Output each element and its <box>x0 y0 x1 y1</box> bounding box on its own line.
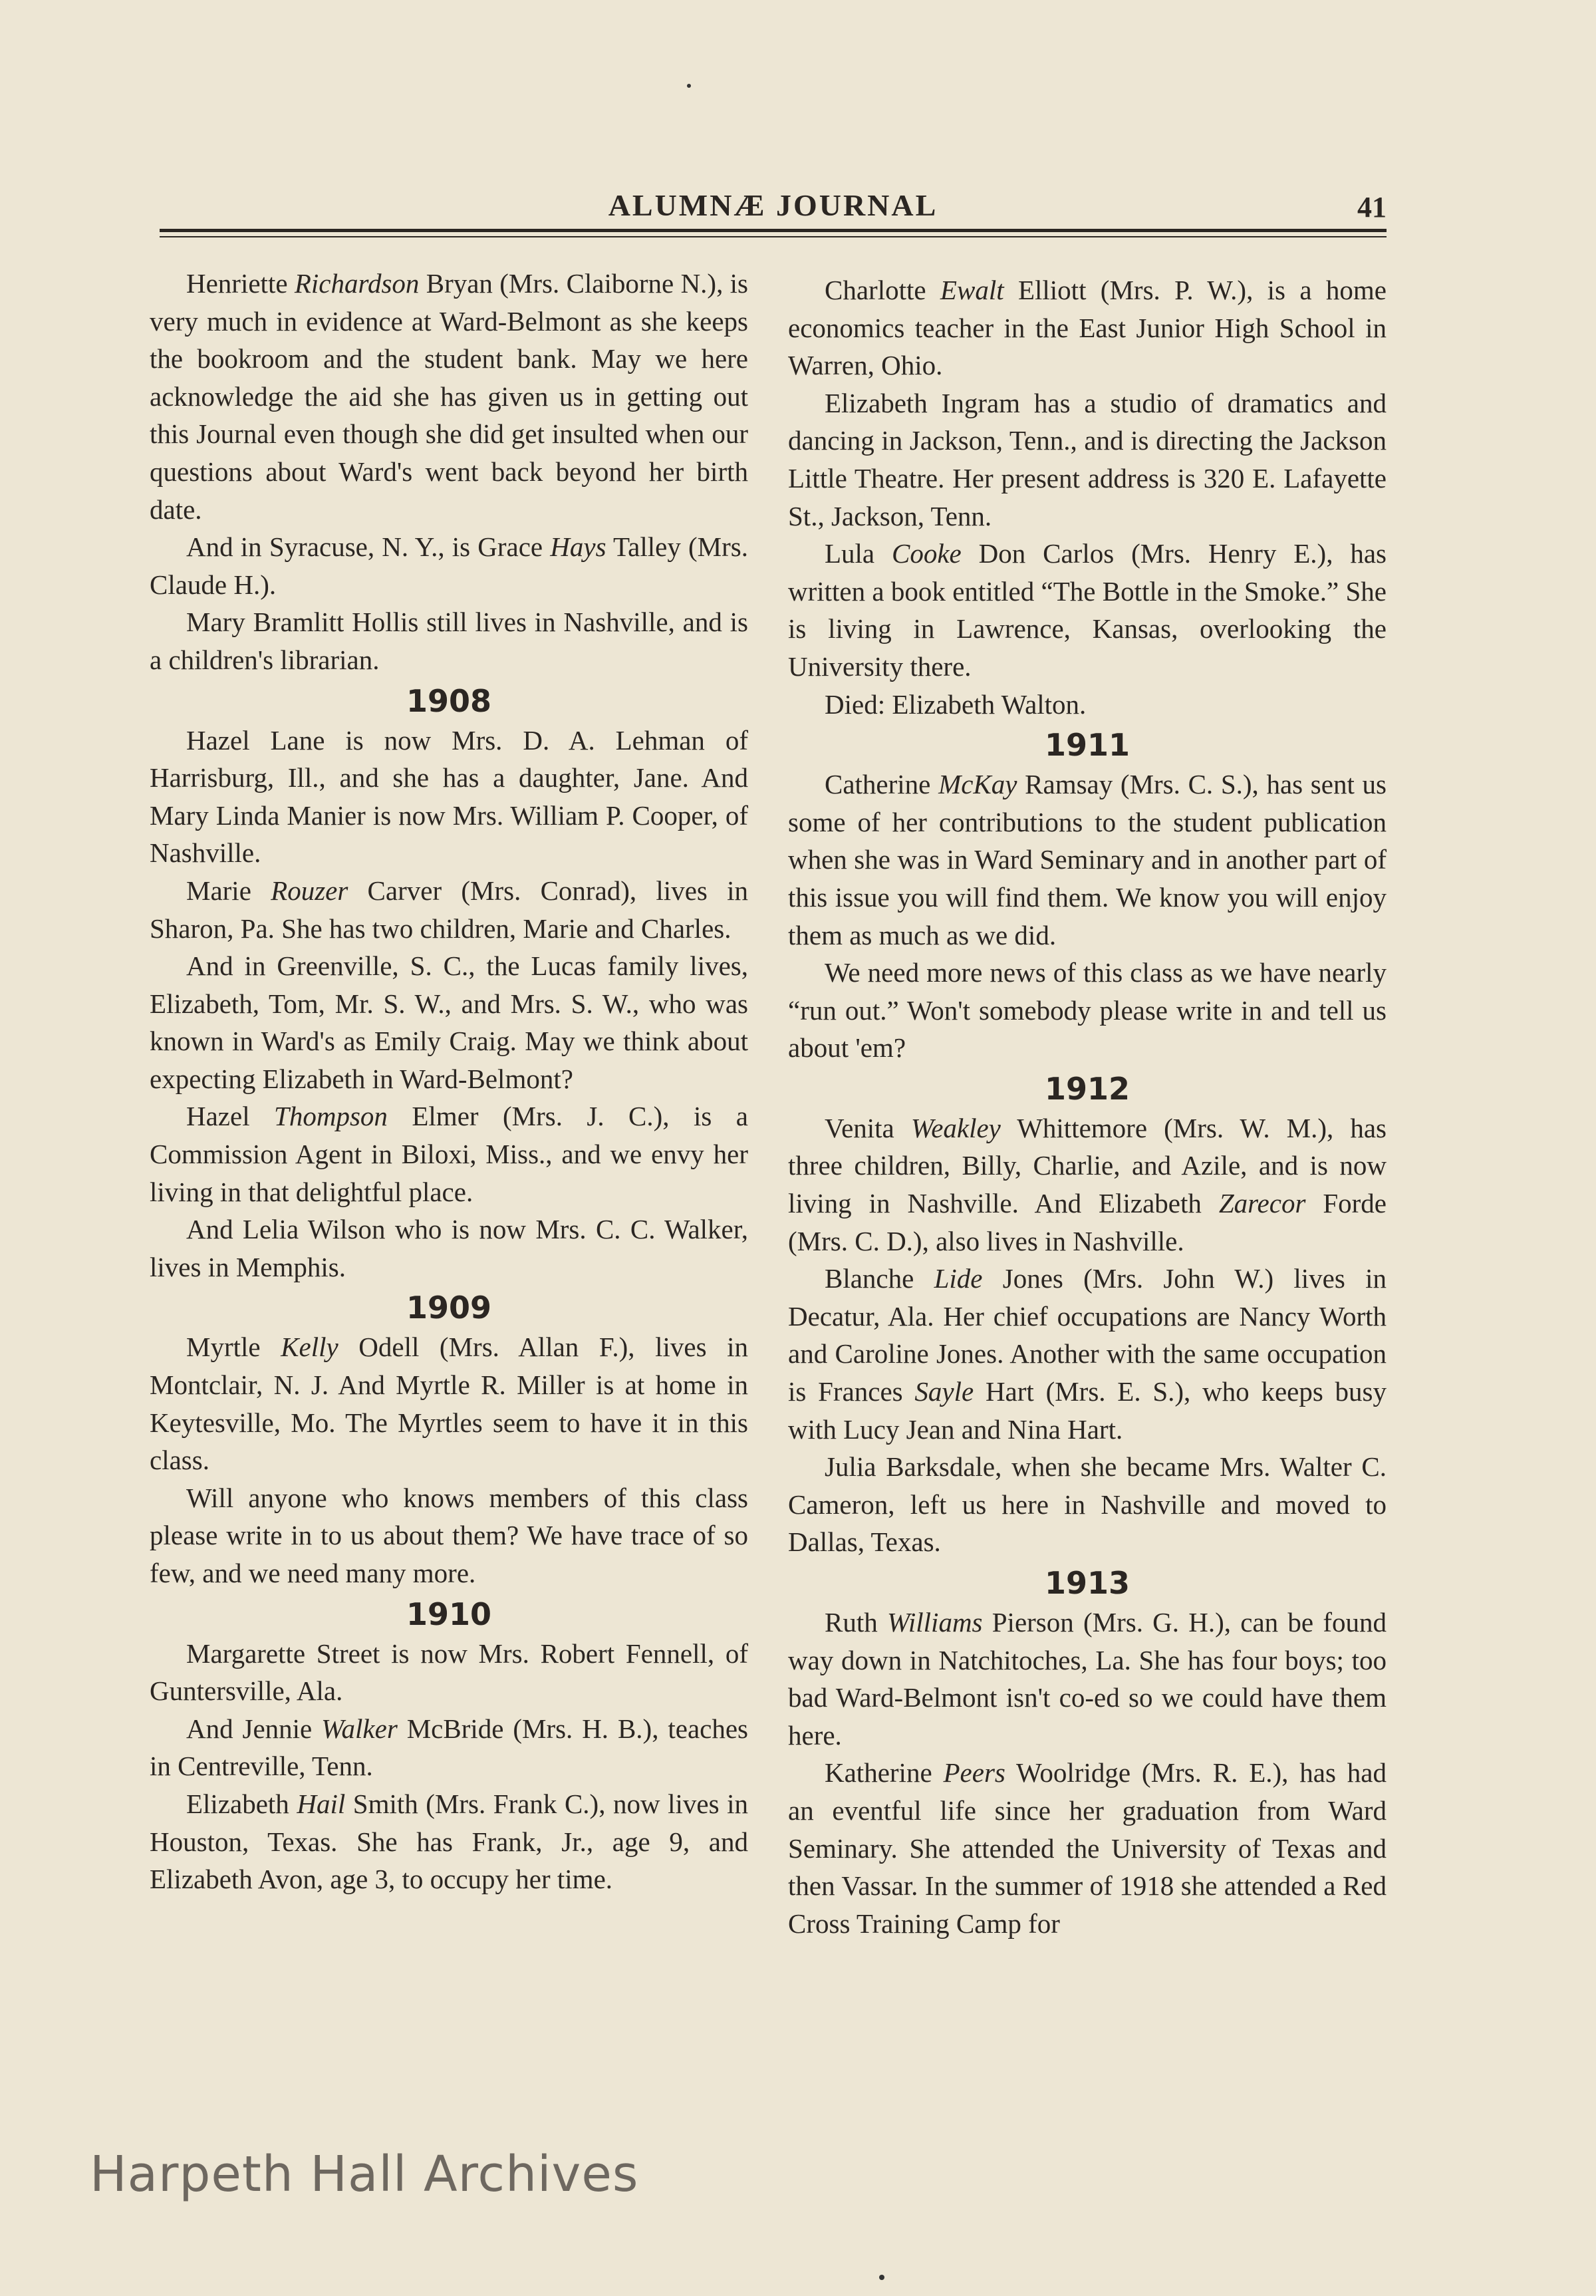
header-rule <box>160 229 1387 232</box>
page-number: 41 <box>1357 191 1387 223</box>
class-year-heading: 1911 <box>1044 727 1130 764</box>
paragraph: Charlotte Ewalt Elliott (Mrs. P. W.), is a home economics teacher in the East Junior High School in Warren, Ohio. <box>788 275 1387 381</box>
archive-watermark: Harpeth Hall Archives <box>90 2146 639 2203</box>
paragraph: Mary Bramlitt Hollis still lives in Nashville, and is a children's librarian. <box>150 607 748 675</box>
paragraph: Will anyone who knows members of this class please write in to us about them? We have trace of so few, and we need many more. <box>150 1482 748 1588</box>
paragraph: Elizabeth Hail Smith (Mrs. Frank C.), now lives in Houston, Texas. She has Frank, Jr., age 9, and Elizabeth Avon, age 3, to occupy her time. <box>150 1788 748 1895</box>
paragraph: Lula Cooke Don Carlos (Mrs. Henry E.), has written a book entitled “The Bottle in the Smoke.” She is living in Lawrence, Kansas, overlooking the University there. <box>788 538 1387 682</box>
class-year-heading: 1908 <box>406 682 492 719</box>
paragraph: Died: Elizabeth Walton. <box>825 688 1087 720</box>
paragraph: And in Syracuse, N. Y., is Grace Hays Talley (Mrs. Claude H.). <box>150 531 748 600</box>
paragraph: Julia Barksdale, when she became Mrs. Walter C. Cameron, left us here in Nashville and moved to Dallas, Texas. <box>788 1451 1387 1558</box>
paragraph: And in Greenville, S. C., the Lucas family lives, Elizabeth, Tom, Mr. S. W., and Mrs. S. W., who was known in Ward's as Emily Craig. May we think about expecting Elizabeth in Ward-Belmont? <box>150 950 748 1094</box>
class-year-heading: 1913 <box>1044 1565 1130 1601</box>
paragraph: Hazel Lane is now Mrs. D. A. Lehman of Harrisburg, Ill., and she has a daughter, Jane. And Mary Linda Manier is now Mrs. William P. Cooper, of Nashville. <box>150 724 748 869</box>
paragraph: And Lelia Wilson who is now Mrs. C. C. Walker, lives in Memphis. <box>150 1214 748 1282</box>
paragraph: Venita Weakley Whittemore (Mrs. W. M.), has three children, Billy, Charlie, and Azile, and is now living in Nashville. And Elizabeth Zarecor Forde (Mrs. C. D.), also lives in Nashville. <box>788 1112 1387 1256</box>
paragraph: Myrtle Kelly Odell (Mrs. Allan F.), lives in Montclair, N. J. And Myrtle R. Miller is at home in Keytesville, Mo. The Myrtles seem to have it in this class. <box>150 1332 749 1476</box>
paper-speck <box>687 84 691 88</box>
right-column <box>788 271 1387 1942</box>
paragraph: Henriette Richardson Bryan (Mrs. Claiborne N.), is very much in evidence at Ward-Belmont as she keeps the bookroom and the student bank. May we here acknowledge the aid she has given us in getting out this Journal even though she did get insulted when our questions about Ward's went back beyond her birth date. <box>150 268 749 525</box>
header-rule-thin <box>160 236 1387 237</box>
paragraph: Marie Rouzer Carver (Mrs. Conrad), lives in Sharon, Pa. She has two children, Marie and Charles. <box>150 875 748 944</box>
class-year-heading: 1909 <box>406 1290 492 1326</box>
paragraph: Katherine Peers Woolridge (Mrs. R. E.), has had an eventful life since her graduation from Ward Seminary. She attended the University of Texas and then Vassar. In the summer of 1918 she attended a Red Cross Training Camp for <box>788 1757 1387 1939</box>
page-header <box>160 188 1387 227</box>
paragraph: Blanche Lide Jones (Mrs. John W.) lives in Decatur, Ala. Her chief occupations are Nancy Worth and Caroline Jones. Another with the same occupation is Frances Sayle Hart (Mrs. E. S.), who keeps busy with Lucy Jean and Nina Hart. <box>788 1263 1387 1445</box>
journal-title: ALUMNÆ JOURNAL <box>608 188 938 222</box>
paragraph: Elizabeth Ingram has a studio of dramatics and dancing in Jackson, Tenn., and is directing the Jackson Little Theatre. Her present address is 320 E. Lafayette St., Jackson, Tenn. <box>788 387 1387 531</box>
class-year-heading: 1910 <box>406 1596 492 1632</box>
class-year-heading: 1912 <box>1044 1070 1130 1107</box>
paragraph: We need more news of this class as we have nearly “run out.” Won't somebody please write in and tell us about 'em? <box>788 957 1387 1064</box>
left-column <box>150 265 748 1898</box>
paragraph: Ruth Williams Pierson (Mrs. G. H.), can be found way down in Natchitoches, La. She has four boys; too bad Ward-Belmont isn't co-ed so we could have them here. <box>788 1607 1387 1751</box>
paragraph: Margarette Street is now Mrs. Robert Fennell, of Guntersville, Ala. <box>150 1638 748 1707</box>
paragraph: Hazel Thompson Elmer (Mrs. J. C.), is a Commission Agent in Biloxi, Miss., and we envy her living in that delightful place. <box>150 1101 748 1207</box>
paragraph: Catherine McKay Ramsay (Mrs. C. S.), has sent us some of her contributions to the student publication when she was in Ward Seminary and in another part of this issue you will find them. We know you will enjoy them as much as we did. <box>788 769 1387 950</box>
paragraph: And Jennie Walker McBride (Mrs. H. B.), teaches in Centreville, Tenn. <box>150 1713 748 1782</box>
paper-speck <box>879 2275 884 2280</box>
